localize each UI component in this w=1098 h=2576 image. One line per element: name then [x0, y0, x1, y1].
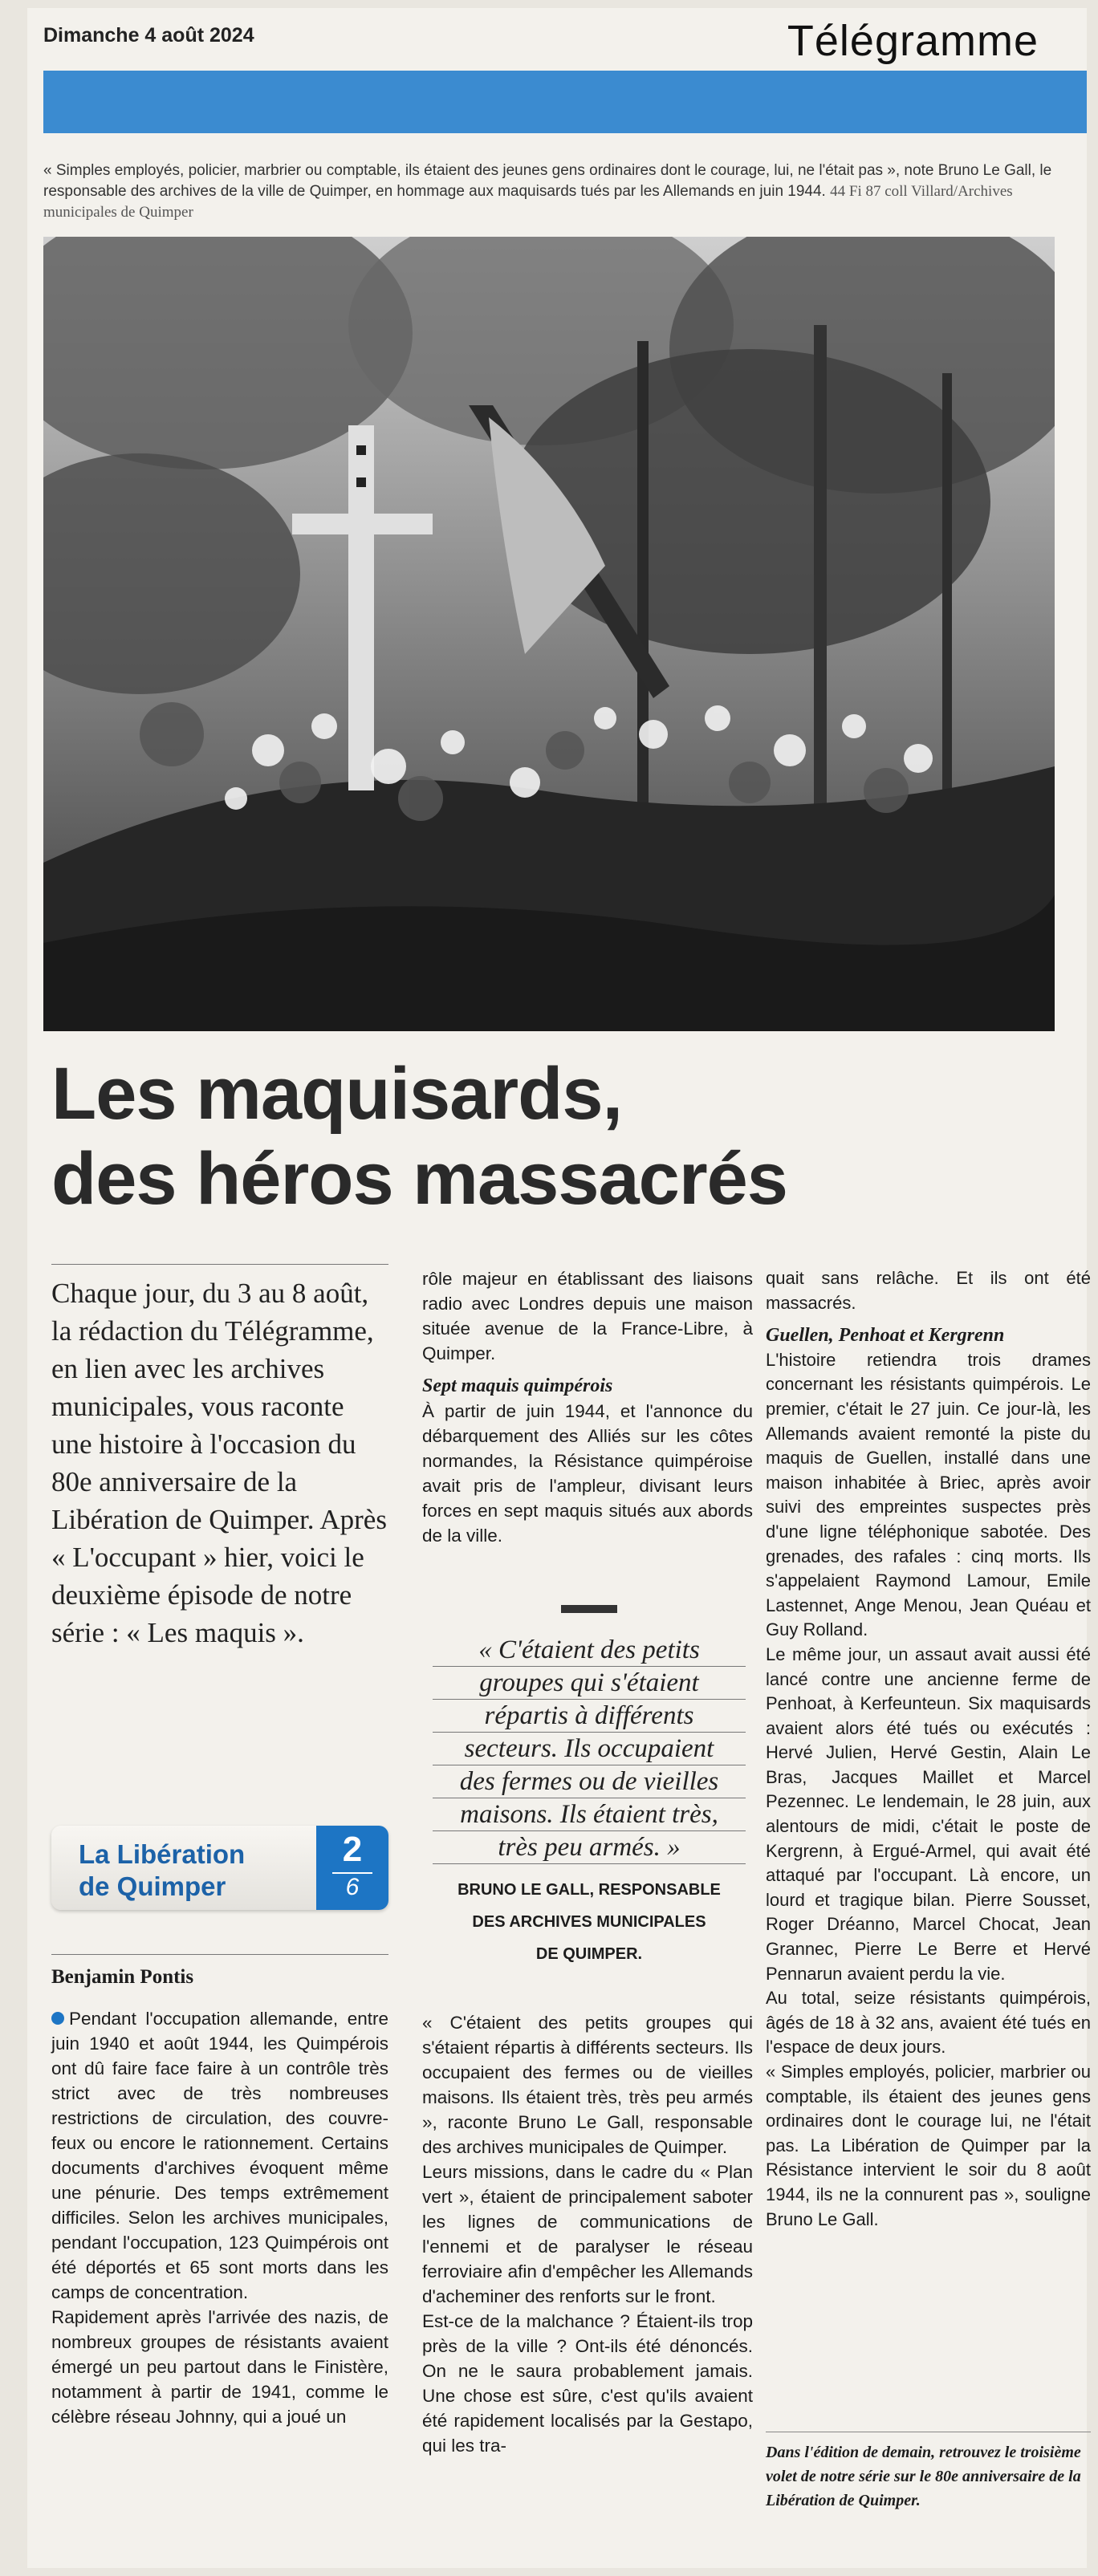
series-title-line-2: de Quimper	[79, 1871, 226, 1901]
paragraph: rôle majeur en établissant des liaisons radio avec Londres depuis une maison située avenue de la France-Libre, à Quimper.	[422, 1269, 753, 1363]
headline-line-2: des héros massacrés	[51, 1138, 787, 1220]
article-column-2-bottom	[422, 2010, 753, 2458]
episode-total: 6	[332, 1872, 372, 1901]
series-badge	[51, 1826, 388, 1910]
series-title	[79, 1839, 245, 1903]
paragraph	[51, 2006, 388, 2305]
paragraph: « C'étaient des petits groupes qui s'étaient répartis à différents secteurs. Ils occupaient des fermes ou de vieilles maisons. Ils étaient très, très peu armés », raconte Bruno Le Gall, responsable des archives municipales de Quimper.	[422, 2013, 753, 2157]
lead-bullet-icon	[51, 2012, 64, 2025]
article-column-1	[51, 2006, 388, 2429]
article-column-2-top	[422, 1266, 753, 1548]
subheading-guellen-penhoat-kergrenn: Guellen, Penhoat et Kergrenn	[766, 1325, 1005, 1347]
paragraph: Rapidement après l'arrivée des nazis, de nombreux groupes de résistants avaient émergé un peu partout dans le Finistère, notamment à partir de 1941, comme le célèbre réseau Johnny, qui a joué un	[51, 2307, 388, 2427]
episode-number: 2	[342, 1830, 363, 1869]
header-color-bar	[43, 71, 1087, 133]
quote-line: très peu armés. »	[433, 1831, 746, 1864]
quote-author-line: DES ARCHIVES MUNICIPALES	[472, 1913, 706, 1931]
paragraph: « Simples employés, policier, marbrier ou comptable, ils étaient des jeunes gens ordinaires dont le courage lui, ne l'était pas. La Libération de Quimper par la Résistance intervient le soir du 8 août 1944, ils ne la connurent pas », souligne Bruno Le Gall.	[766, 2062, 1091, 2229]
next-episode-note: Dans l'édition de demain, retrouvez le troisième volet de notre série sur le 80e anniversaire de la Libération de Quimper.	[766, 2432, 1091, 2513]
paragraph: Le même jour, un assaut avait aussi été lancé contre une ancienne ferme de Penhoat, à Kerfeunteun. Six maquisards avaient alors été tués ou exécutés : Hervé Julien, Hervé Gestin, Alain Le Bras, Jacques Maillet et Marcel Pezennec. Le lendemain, le 28 juin, aux alentours de midi, c'était le poste de Kergrenn, à Ergué-Armel, qui avait été attaqué par l'occupant. Là encore, un lourd et tragique bilan. Pierre Sousset, Roger Dréanno, Marcel Chocat, Jean Grannec, Pierre Le Berre et Hervé Pennarun avaient perdu la vie.	[766, 1644, 1091, 1984]
photo-credit: 44 Fi 87 coll Villard/Archives municipales de Quimper	[43, 183, 1013, 221]
paragraph: L'histoire retiendra trois drames concernant les résistants quimpérois. Le premier, c'était le 27 juin. Ce jour-là, les Allemands avaient remonté la piste du maquis de Guellen, installé dans une maison inhabitée à Briec, après avoir suivi des empreintes suspectes près d'une ligne téléphonique sabotée. Des grenades, des rafales : cinq morts. Ils s'appelaient Raymond Lamour, Emile Lastennet, Ange Menou, Jean Quéau et Guy Rolland.	[766, 1349, 1091, 1640]
quote-line: des fermes ou de vieilles	[433, 1765, 746, 1798]
article-column-3	[766, 1266, 1091, 2232]
article-intro: Chaque jour, du 3 au 8 août, la rédaction du Télégramme, en lien avec les archives municipales, vous raconte une histoire à l'occasion du 80e anniversaire de la Libération de Quimper. Après « L'occupant » hier, voici le deuxième épisode de notre série : « Les maquis ».	[51, 1264, 388, 1652]
paragraph: quait sans relâche. Et ils ont été massacrés.	[766, 1268, 1091, 1313]
pull-quote	[433, 1605, 746, 1970]
quote-line: « C'étaient des petits	[433, 1634, 746, 1667]
quote-line: maisons. Ils étaient très,	[433, 1798, 746, 1831]
quote-line: groupes qui s'étaient	[433, 1667, 746, 1700]
paragraph: Est-ce de la malchance ? Étaient-ils trop près de la ville ? Ont-ils été dénoncés. On ne le saura probablement jamais. Une chose est sûre, c'est qu'ils avaient été rapidement localisés par la Gestapo, qui les tra-	[422, 2311, 753, 2456]
issue-date: Dimanche 4 août 2024	[43, 24, 254, 47]
author-byline: Benjamin Pontis	[51, 1954, 388, 1989]
paragraph: À partir de juin 1944, et l'annonce du débarquement des Alliés sur les côtes normandes, la Résistance quimpéroise avait pris de l'ampleur, divisant leurs forces en sept maquis situés aux abords de la ville.	[422, 1401, 753, 1546]
caption-text: « Simples employés, policier, marbrier ou comptable, ils étaient des jeunes gens ordinaires dont le courage, lui, ne l'était pas », note Bruno Le Gall, le responsable des archives de la ville de Quimper, en hommage aux maquisards tués par les Allemands en juin 1944.	[43, 162, 1052, 200]
quote-author-line: DE QUIMPER.	[535, 1945, 643, 1963]
memorial-photo	[43, 237, 1055, 1031]
photo-caption	[43, 160, 1079, 223]
series-episode-counter	[316, 1826, 388, 1910]
memorial-photo-image	[43, 237, 1055, 1031]
masthead-title: Télégramme	[787, 17, 1039, 65]
newspaper-page	[27, 8, 1091, 2568]
pull-quote-text	[433, 1634, 746, 1864]
paragraph: Leurs missions, dans le cadre du « Plan vert », étaient de principalement saboter les lignes de communications de l'ennemi et de paralyser le réseau ferroviaire afin d'empêcher les Allemands d'acheminer des renforts sur le front.	[422, 2162, 753, 2306]
quote-dash	[561, 1605, 617, 1613]
paragraph-text: Pendant l'occupation allemande, entre juin 1940 et août 1944, les Quimpérois ont dû faire face faire à un contrôle très strict avec de très nombreuses restrictions de circulation, des couvre-feux ou encore le rationnement. Certains documents d'archives évoquent même une pénurie. Des temps extrêmement difficiles. Selon les archives municipales, pendant l'occupation, 123 Quimpérois ont été déportés et 65 sont morts dans les camps de concentration.	[51, 2009, 388, 2302]
quote-line: secteurs. Ils occupaient	[433, 1733, 746, 1765]
article-headline	[51, 1051, 1015, 1221]
quote-author-line: BRUNO LE GALL, RESPONSABLE	[458, 1881, 721, 1899]
paragraph: Au total, seize résistants quimpérois, âgés de 18 à 32 ans, avaient été tués en l'espace de deux jours.	[766, 1988, 1091, 2058]
series-title-line-1: La Libération	[79, 1839, 246, 1869]
subheading-sept-maquis: Sept maquis quimpérois	[422, 1375, 613, 1396]
pull-quote-author	[433, 1874, 746, 1970]
headline-line-1: Les maquisards,	[51, 1053, 623, 1135]
quote-line: répartis à différents	[433, 1700, 746, 1733]
